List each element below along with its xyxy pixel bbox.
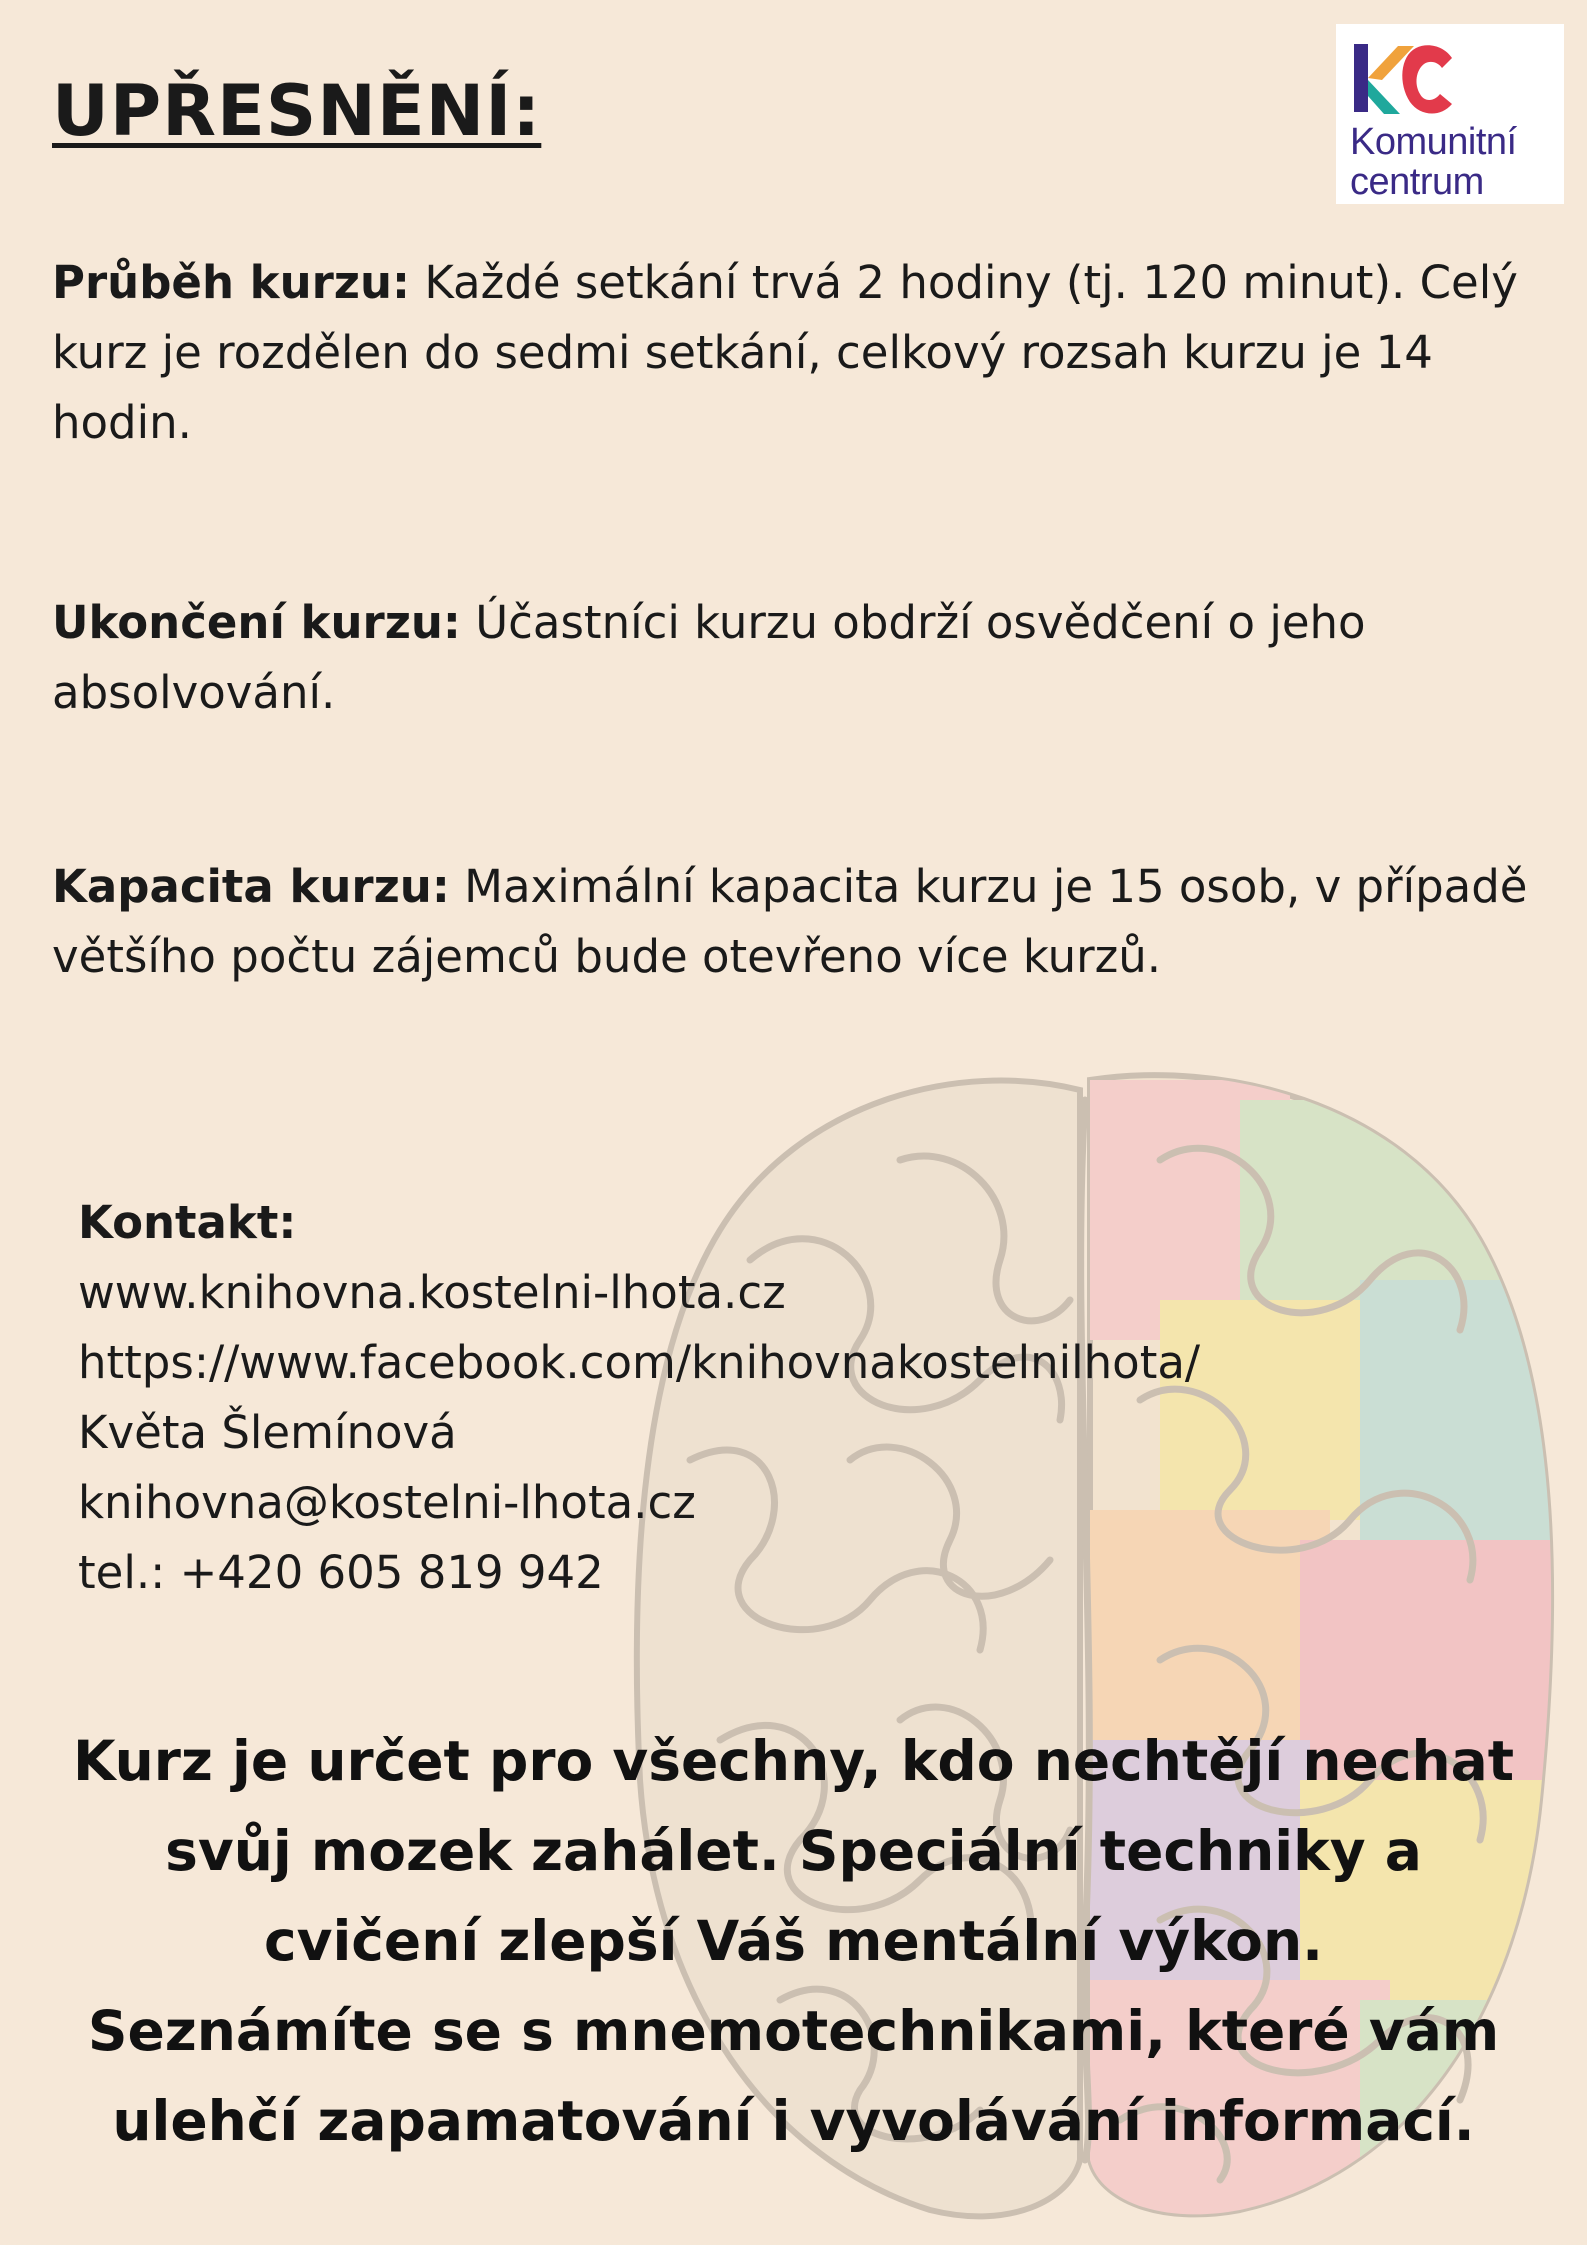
contact-block [78,1188,1200,1608]
closing-line: ulehčí zapamatování i vyvolávání informací. [112,2089,1475,2153]
section-course-duration [52,248,1532,458]
section-course-capacity [52,852,1532,992]
kc-logo-mark-icon [1354,40,1454,120]
section-label: Průběh kurzu: [52,256,411,309]
section-text: Maximální kapacita kurzu je 15 osob, v případě většího počtu zájemců bude otevřeno více kurzů. [52,860,1528,983]
logo-line-2: centrum [1350,161,1484,203]
komunitni-centrum-logo [1336,24,1564,204]
page-title: UPŘESNĚNÍ: [52,70,542,152]
closing-line: Seznámíte se s mnemotechnikami, které vám [87,1999,1500,2063]
section-label: Kapacita kurzu: [52,860,450,913]
logo-text [1350,122,1517,202]
section-text: Účastníci kurzu obdrží osvědčení o jeho absolvování. [52,596,1366,719]
contact-phone: tel.: +420 605 819 942 [78,1546,604,1599]
closing-statement [0,1716,1587,2166]
contact-heading: Kontakt: [78,1196,297,1249]
contact-person: Květa Šlemínová [78,1406,457,1459]
section-course-completion [52,588,1532,728]
section-text: Každé setkání trvá 2 hodiny (tj. 120 minut). Celý kurz je rozdělen do sedmi setkání, celkový rozsah kurzu je 14 hodin. [52,256,1518,449]
closing-line: cvičení zlepší Váš mentální výkon. [263,1909,1324,1973]
section-label: Ukončení kurzu: [52,596,461,649]
logo-line-1: Komunitní [1350,121,1517,163]
closing-line: Kurz je určet pro všechny, kdo nechtějí nechat [72,1729,1515,1793]
contact-facebook[interactable]: https://www.facebook.com/knihovnakostelnilhota/ [78,1336,1201,1389]
closing-line: svůj mozek zahálet. Speciální techniky a [165,1819,1422,1883]
contact-website[interactable]: www.knihovna.kostelni-lhota.cz [78,1266,786,1319]
contact-email[interactable]: knihovna@kostelni-lhota.cz [78,1476,696,1529]
